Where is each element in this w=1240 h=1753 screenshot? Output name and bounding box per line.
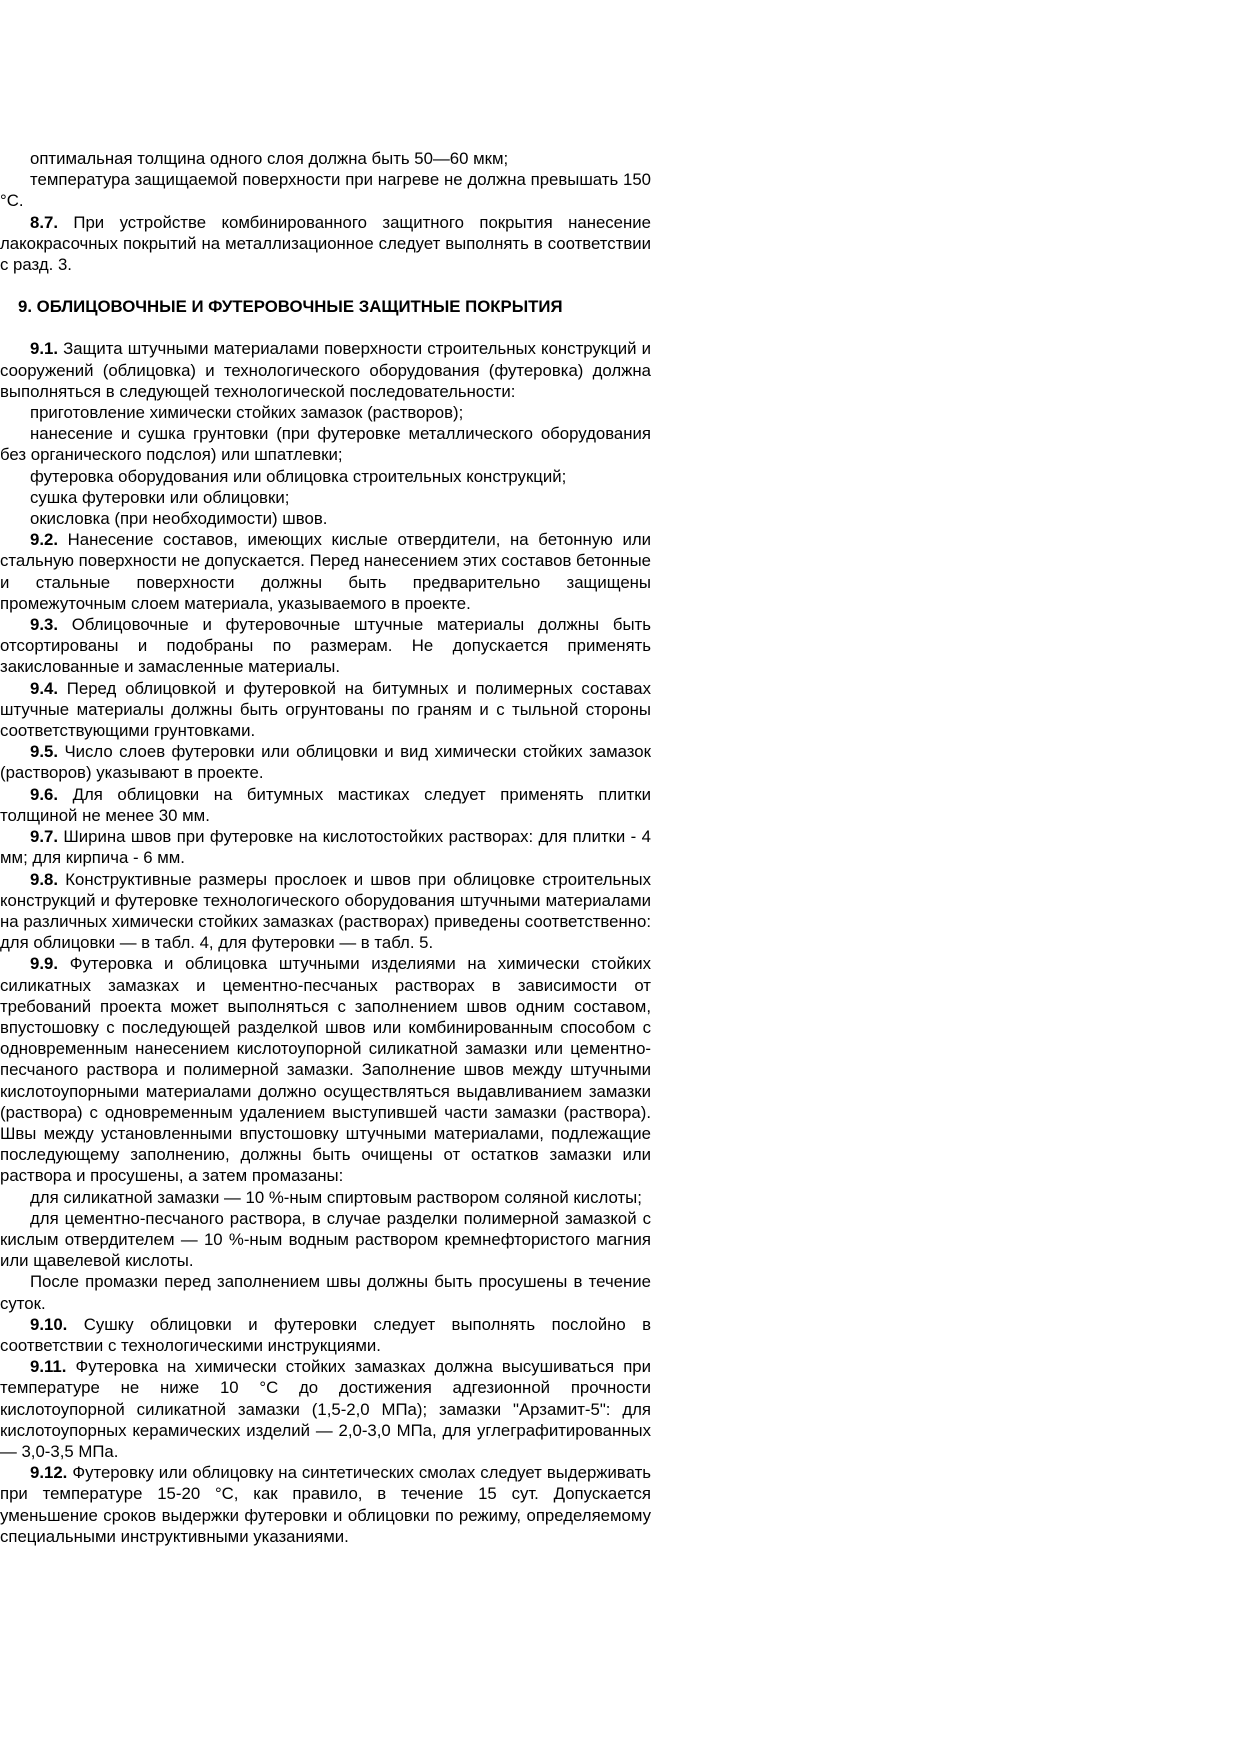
clause-9-7	[0, 826, 651, 868]
document-body	[0, 148, 651, 1547]
clause-number: 9.1.	[30, 339, 58, 359]
paragraph: После промазки перед заполнением швы должны быть просушены в течение суток.	[0, 1272, 651, 1313]
clause-text: Футеровка и облицовка штучными изделиями на химически стойких силикатных замазках и цементно-песчаных растворах в зависимости от требований проекта может выполняться с заполнением швов одним составом, впустошовку с последующей разделкой швов или комбинированным способом с одновременным нанесением кислотоупорной силикатной замазки или цементно-песчаного раствора и полимерной замазки. Заполнение швов между штучными кислотоупорными материалами должно осуществляться выдавливанием замазки (раствора) с одновременным удалением выступившей части замазки (раствора). Швы между установленными впустошовку штучными материалами, подлежащие последующему заполнению, должны быть очищены от остатков замазки или раствора и просушены, а затем промазаны:	[0, 954, 651, 1186]
list-item: сушка футеровки или облицовки;	[30, 487, 290, 507]
clause-9-5	[0, 741, 651, 783]
clause-text: Число слоев футеровки или облицовки и вид химически стойких замазок (растворов) указывают в проекте.	[0, 742, 651, 783]
clause-text: При устройстве комбинированного защитного покрытия нанесение лакокрасочных покрытий на металлизационное следует выполнять в соответствии с разд. 3.	[0, 212, 651, 275]
paragraph: температура защищаемой поверхности при нагреве не должна превышать 150 °С.	[0, 170, 651, 211]
clause-number: 9.6.	[30, 784, 58, 804]
clause-9-9	[0, 953, 651, 1186]
clause-number: 9.4.	[30, 678, 58, 698]
list-item: футеровка оборудования или облицовка строительных конструкций;	[30, 466, 567, 486]
clause-text: Защита штучными материалами поверхности строительных конструкций и сооружений (облицовка) и технологического оборудования (футеровка) должна выполняться в следующей технологической последовательности:	[0, 339, 651, 401]
paragraph: оптимальная толщина одного слоя должна быть 50—60 мкм;	[30, 149, 509, 168]
clause-number: 8.7.	[30, 212, 58, 232]
list-item: окисловка (при необходимости) швов.	[30, 509, 328, 529]
clause-number: 9.10.	[30, 1314, 68, 1334]
clause-9-1	[0, 338, 651, 402]
clause-number: 9.7.	[30, 827, 58, 847]
section-title: 9. ОБЛИЦОВОЧНЫЕ И ФУТЕРОВОЧНЫЕ ЗАЩИТНЫЕ ПОКРЫТИЯ	[18, 297, 563, 317]
clause-number: 9.3.	[30, 615, 58, 635]
clause-number: 9.5.	[30, 742, 58, 762]
clause-number: 9.9.	[30, 954, 58, 974]
clause-9-4	[0, 678, 651, 742]
clause-text: Конструктивные размеры прослоек и швов при облицовке строительных конструкций и футеровке технологического оборудования штучными материалами на различных химически стойких замазках (растворах) приведены соответственно: для облицовки — в табл. 4, для футеровки — в табл. 5.	[0, 869, 651, 953]
clause-9-12	[0, 1462, 651, 1547]
clause-text: Перед облицовкой и футеровкой на битумных и полимерных составах штучные материалы должны быть огрунтованы по граням и с тыльной стороны соответствующими грунтовками.	[0, 678, 651, 741]
clause-number: 9.11.	[30, 1357, 67, 1377]
clause-9-6	[0, 784, 651, 826]
clause-9-8	[0, 869, 651, 954]
list-item: для цементно-песчаного раствора, в случае разделки полимерной замазкой с кислым отвердителем — 10 %-ным водным раствором кремнефтористого магния или щавелевой кислоты.	[0, 1208, 651, 1271]
clause-number: 9.12.	[30, 1463, 68, 1483]
clause-text: Сушку облицовки и футеровки следует выполнять послойно в соответствии с технологическими инструкциями.	[0, 1314, 651, 1355]
clause-9-2	[0, 529, 651, 614]
clause-9-3	[0, 614, 651, 678]
clause-text: Ширина швов при футеровке на кислотостойких растворах: для плитки - 4 мм; для кирпича - 6 мм.	[0, 827, 651, 868]
clause-8-7	[0, 212, 651, 276]
clause-9-11	[0, 1356, 651, 1462]
clause-text: Футеровка на химически стойких замазках должна высушиваться при температуре не ниже 10 °С до достижения адгезионной прочности кислотоупорной силикатной замазки (1,5-2,0 МПа); замазки "Арзамит-5": для кислотоупорных керамических изделий — 2,0-3,0 МПа, для углеграфитированных — 3,0-3,5 МПа.	[0, 1357, 651, 1461]
clause-text: Нанесение составов, имеющих кислые отвердители, на бетонную или стальную поверхности не допускается. Перед нанесением этих составов бетонные и стальные поверхности должны быть предварительно защищены промежуточным слоем материала, указываемого в проекте.	[0, 530, 651, 613]
clause-9-10	[0, 1314, 651, 1356]
clause-number: 9.2.	[30, 530, 58, 550]
list-item: нанесение и сушка грунтовки (при футеровке металлического оборудования без органического подслоя) или шпатлевки;	[0, 424, 651, 465]
list-item: для силикатной замазки — 10 %-ным спиртовым раствором соляной кислоты;	[30, 1187, 642, 1207]
clause-text: Футеровку или облицовку на синтетических смолах следует выдерживать при температуре 15-20 °С, как правило, в течение 15 сут. Допускается уменьшение сроков выдержки футеровки и облицовки по режиму, определяемому специальными инструктивными указаниями.	[0, 1463, 651, 1546]
clause-number: 9.8.	[30, 869, 58, 889]
clause-text: Облицовочные и футеровочные штучные материалы должны быть отсортированы и подобраны по размерам. Не допускается применять закислованные и замасленные материалы.	[0, 615, 651, 677]
list-item: приготовление химически стойких замазок (растворов);	[30, 403, 464, 423]
clause-text: Для облицовки на битумных мастиках следует применять плитки толщиной не менее 30 мм.	[0, 784, 651, 825]
